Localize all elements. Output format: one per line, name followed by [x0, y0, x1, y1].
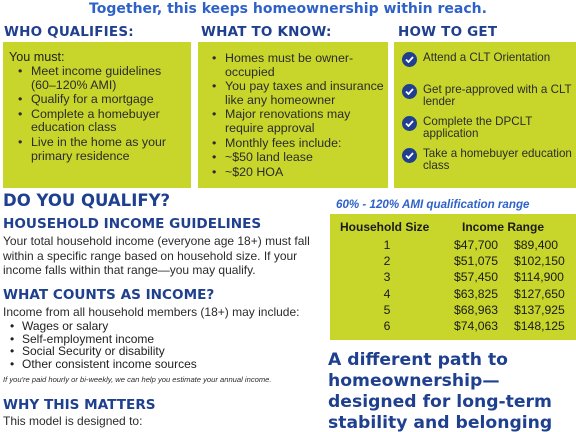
who-qualifies-heading: WHO QUALIFIES: — [4, 24, 134, 40]
check-circle-icon — [402, 84, 417, 99]
counts-intro: Income from all household members (18+) may include: — [3, 305, 300, 319]
list-item — [399, 148, 573, 180]
check-circle-icon — [402, 148, 417, 163]
table-cell-low: $74,063 — [454, 319, 499, 333]
list-item: • Social Security or disability — [0, 345, 320, 358]
step-text: Attend a CLT Orientation — [423, 51, 551, 64]
list-item: • Self-employment income — [0, 333, 320, 346]
table-cell-size: 4 — [383, 286, 391, 301]
table-cell-high: $127,650 — [514, 286, 565, 301]
what-to-know-box — [198, 42, 388, 188]
table-row — [330, 270, 576, 286]
range-title: 60% - 120% AMI qualification range — [336, 198, 530, 211]
footnote: If you're paid hourly or bi-weekly, we can help you estimate your annual income. — [3, 375, 272, 384]
list-item: • ~$50 land lease — [203, 151, 384, 165]
table-row — [330, 238, 576, 254]
who-intro: You must: — [9, 50, 65, 64]
top-banner: Together, this keeps homeownership within reach. — [89, 1, 487, 17]
table-cell-size: 6 — [383, 319, 391, 333]
table-row — [330, 287, 576, 303]
income-guidelines-heading: HOUSEHOLD INCOME GUIDELINES — [3, 216, 262, 232]
col-income-range: Income Range — [462, 220, 545, 234]
list-item: • Major renovations may require approval — [203, 108, 384, 135]
table-cell-low: $63,825 — [454, 286, 499, 301]
check-circle-icon — [402, 116, 417, 131]
why-text: This model is designed to: — [3, 414, 143, 428]
table-cell-low: $68,963 — [454, 302, 499, 317]
list-item: • Qualify for a mortgage — [9, 93, 185, 107]
list-item: • ~$20 HOA — [203, 166, 384, 180]
list-item: • Monthly fees include: — [203, 137, 384, 151]
table-row — [330, 303, 576, 319]
check-circle-icon — [402, 52, 417, 67]
counts-heading: WHAT COUNTS AS INCOME? — [3, 287, 215, 303]
list-item: • Meet income guidelines (60–120% AMI) — [9, 65, 185, 92]
col-household-size: Household Size — [340, 220, 430, 234]
what-to-know-heading: WHAT TO KNOW: — [201, 24, 332, 40]
who-qualifies-box — [3, 42, 191, 188]
table-cell-size: 5 — [383, 302, 391, 317]
table-cell-size: 3 — [383, 270, 391, 285]
list-item: • Live in the home as your primary residence — [9, 136, 185, 163]
table-cell-low: $51,075 — [454, 254, 499, 269]
get-started-box — [394, 42, 576, 188]
step-text: Take a homebuyer education class — [423, 147, 572, 172]
step-text: Get pre-approved with a CLT lender — [423, 83, 572, 108]
table-cell-low: $57,450 — [454, 270, 499, 285]
list-item — [399, 52, 573, 84]
table-cell-high: $137,925 — [514, 302, 565, 317]
list-item — [399, 116, 573, 148]
list-item: • You pay taxes and insurance like any homeowner — [203, 80, 384, 107]
get-started-heading: HOW TO GET — [398, 24, 498, 40]
table-cell-size: 1 — [383, 238, 391, 252]
why-matters-heading: WHY THIS MATTERS — [3, 397, 156, 413]
table-cell-high: $102,150 — [514, 254, 565, 269]
table-cell-high: $89,400 — [514, 238, 559, 252]
income-table — [330, 214, 576, 340]
table-cell-low: $47,700 — [454, 238, 499, 252]
tagline: A different path to homeownership—designed for long-term stability and belonging — [328, 350, 553, 432]
table-row — [330, 319, 576, 335]
list-item: • Complete a homebuyer education class — [9, 108, 185, 135]
table-row — [330, 254, 576, 270]
step-text: Complete the DPCLT application — [423, 115, 533, 140]
list-item: • Other consistent income sources — [0, 358, 320, 371]
table-cell-high: $148,125 — [514, 319, 565, 333]
do-you-qualify-heading: DO YOU QUALIFY? — [3, 191, 171, 210]
list-item: • Wages or salary — [0, 320, 320, 333]
table-cell-size: 2 — [383, 254, 391, 269]
list-item — [399, 84, 573, 116]
guidelines-text: Your total household income (everyone age 18+) must fall within a specific range based on household size. If your income falls within that range—you may qualify. — [3, 234, 310, 277]
list-item: • Homes must be owner-occupied — [203, 52, 384, 79]
table-cell-high: $114,900 — [514, 270, 564, 285]
